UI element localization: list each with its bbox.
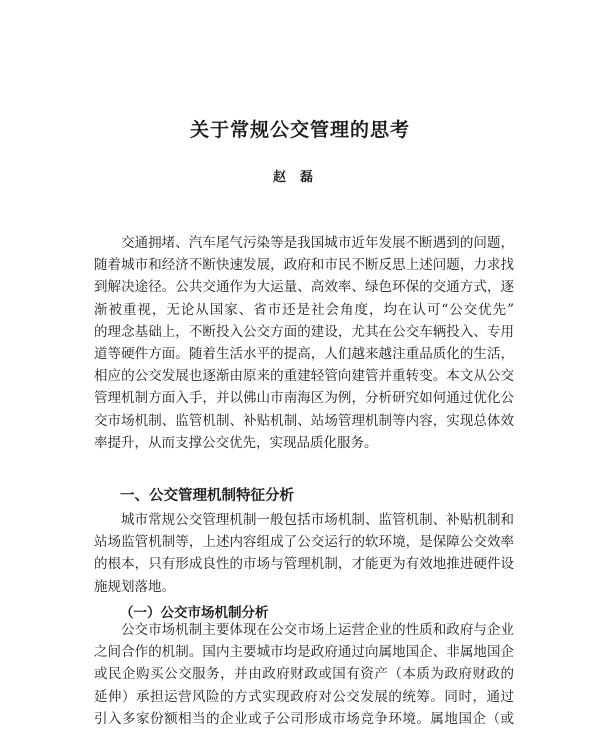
subsection1-line: 之间合作的机制。国内主要城市均是政府通过向属地国企、非属地国企 [94,644,514,661]
subsection1-line: 或民企购买公交服务，并由政府财政或国有资产（本质为政府财政的 [94,666,514,683]
subsection1-paragraph [94,619,514,730]
subsection1-line: 公交市场机制主要体现在公交市场上运营企业的性质和政府与企业 [121,622,514,638]
intro-paragraph [94,232,514,454]
intro-line: 交通拥堵、汽车尾气污染等是我国城市近年发展不断遇到的问题， [121,235,514,251]
section1-line: 站场监管机制等，上述内容组成了公交运行的软环境，是保障公交效率 [94,534,514,551]
subsection-heading: （一）公交市场机制分析 [120,605,269,621]
section-heading: 一、公交管理机制特征分析 [120,488,294,504]
section1-paragraph [94,509,514,598]
subsection1-line: 引入多家份额相当的企业或子公司形成市场竞争环境。属地国企（或 [94,710,514,727]
subsection1-line: 延伸）承担运营风险的方式实现政府对公交发展的统筹。同时，通过 [94,688,514,705]
section1-line: 施规划落地。 [94,578,175,595]
intro-line: 道等硬件方面。随着生活水平的提高，人们越来越注重品质化的生活， [94,345,514,362]
intro-line: 率提升，从而支撑公交优先，实现品质化服务。 [94,434,378,451]
intro-line: 管理机制方面入手，并以佛山市南海区为例，分析研究如何通过优化公 [94,390,514,407]
intro-line: 随着城市和经济不断快速发展，政府和市民不断反思上述问题，力求找 [94,257,514,274]
intro-line: 到解决途径。公共交通作为大运量、高效率、绿色环保的交通方式，逐 [94,279,514,296]
intro-line: 渐被重视，无论从国家、省市还是社会角度，均在认可“公交优先” [94,301,514,318]
intro-line: 的理念基础上，不断投入公交方面的建设，尤其在公交车辆投入、专用 [94,323,514,340]
section1-line: 的根本，只有形成良性的市场与管理机制，才能更为有效地推进硬件设 [94,556,514,573]
section1-line: 城市常规公交管理机制一般包括市场机制、监管机制、补贴机制和 [121,512,514,528]
intro-line: 相应的公交发展也逐渐由原来的重建轻管向建管并重转变。本文从公交 [94,368,514,385]
intro-line: 交市场机制、监管机制、补贴机制、站场管理机制等内容，实现总体效 [94,412,514,429]
page-title: 关于常规公交管理的思考 [189,119,410,141]
author-name: 赵磊 [272,170,327,185]
